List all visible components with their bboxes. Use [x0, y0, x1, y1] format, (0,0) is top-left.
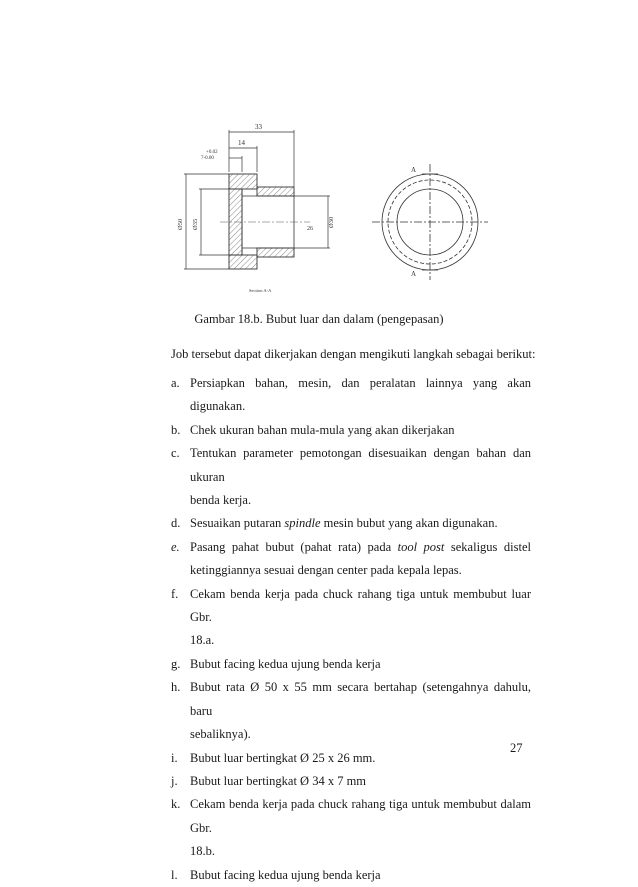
list-item [171, 676, 531, 746]
list-item [171, 653, 531, 676]
list-item [171, 747, 531, 770]
intro-paragraph: Job tersebut dapat dikerjakan dengan mengikuti langkah sebagai berikut: [171, 347, 536, 361]
list-item [171, 512, 531, 535]
section-mark-top: A [411, 166, 417, 174]
list-item [171, 419, 531, 442]
list-marker: d. [171, 516, 181, 531]
list-text-segment: sekaligus distel [444, 539, 531, 554]
page-number: 27 [510, 741, 523, 755]
list-text-line: 18.a. [190, 633, 215, 648]
list-item [171, 583, 531, 653]
dim-tol-lower: 7-0.00 [201, 156, 214, 161]
list-text-line: 18.b. [190, 844, 215, 859]
list-text-italic: spindle [284, 516, 321, 531]
list-marker: i. [171, 750, 178, 765]
list-text-line: Cekam benda kerja pada chuck rahang tiga untuk membubut luar Gbr. [190, 586, 531, 625]
list-marker [171, 536, 190, 583]
technical-drawing [170, 112, 490, 312]
dim-bore-depth: 26 [307, 226, 313, 232]
dim-flange-width: 14 [238, 139, 245, 147]
list-text-line [190, 536, 531, 559]
steps-list [171, 372, 531, 887]
section-label: Section A-A [249, 288, 272, 293]
list-item [171, 372, 531, 419]
list-text-segment: Pasang pahat bubut (pahat rata) pada [190, 539, 398, 554]
list-text: Bubut facing kedua ujung benda kerja [190, 656, 381, 671]
list-text-line: benda kerja. [190, 493, 252, 508]
list-marker: j. [171, 773, 178, 788]
section-mark-bottom: A [411, 270, 417, 278]
list-text-line: Bubut rata Ø 50 x 55 mm secara bertahap (setengahnya dahulu, baru [190, 680, 531, 718]
list-marker: h. [171, 680, 181, 695]
dim-overall-length: 33 [255, 123, 262, 131]
dim-flange-diameter: Ø35 [192, 218, 199, 230]
list-text [190, 583, 531, 653]
list-marker: f. [171, 586, 179, 601]
list-item [171, 770, 531, 793]
list-text: Bubut luar bertingkat Ø 25 x 26 mm. [190, 750, 376, 765]
list-text [190, 536, 531, 583]
list-item [171, 793, 531, 863]
list-text-line: Tentukan parameter pemotongan disesuaikan dengan bahan dan ukuran [190, 446, 531, 484]
list-text: Persiapkan bahan, mesin, dan peralatan lainnya yang akan digunakan. [190, 376, 531, 414]
list-text-line: ketinggiannya sesuai dengan center pada kepala lepas. [190, 563, 462, 578]
list-marker: g. [171, 656, 181, 671]
list-item [171, 442, 531, 512]
list-text-line: Cekam benda kerja pada chuck rahang tiga untuk membubut dalam Gbr. [190, 797, 531, 835]
figure-caption: Gambar 18.b. Bubut luar dan dalam (pengepasan) [194, 312, 444, 326]
dim-outer-diameter: Ø50 [177, 218, 184, 230]
list-marker-text: e. [171, 539, 180, 554]
list-text [190, 676, 531, 746]
list-text-segment: Sesuaikan putaran [190, 516, 285, 531]
list-marker: a. [171, 376, 180, 390]
list-text: Chek ukuran bahan mula-mula yang akan dikerjakan [190, 422, 455, 437]
list-item [171, 536, 531, 583]
list-text: Bubut facing kedua ujung benda kerja [190, 867, 381, 882]
list-item [171, 864, 531, 887]
list-marker: k. [171, 797, 181, 812]
list-text [190, 512, 531, 535]
list-text-segment: mesin bubut yang akan digunakan. [320, 516, 498, 531]
dim-tol-upper: +0.02 [206, 150, 218, 155]
list-text [190, 442, 531, 512]
list-text: Bubut luar bertingkat Ø 34 x 7 mm [190, 773, 367, 788]
list-text [190, 793, 531, 863]
list-marker: l. [171, 867, 178, 882]
list-marker: b. [171, 422, 181, 437]
list-text-italic: tool post [397, 539, 445, 554]
list-marker: c. [171, 446, 180, 461]
list-text-line: sebaliknya). [190, 727, 251, 742]
dim-bore-diameter: Ø30 [328, 216, 335, 228]
